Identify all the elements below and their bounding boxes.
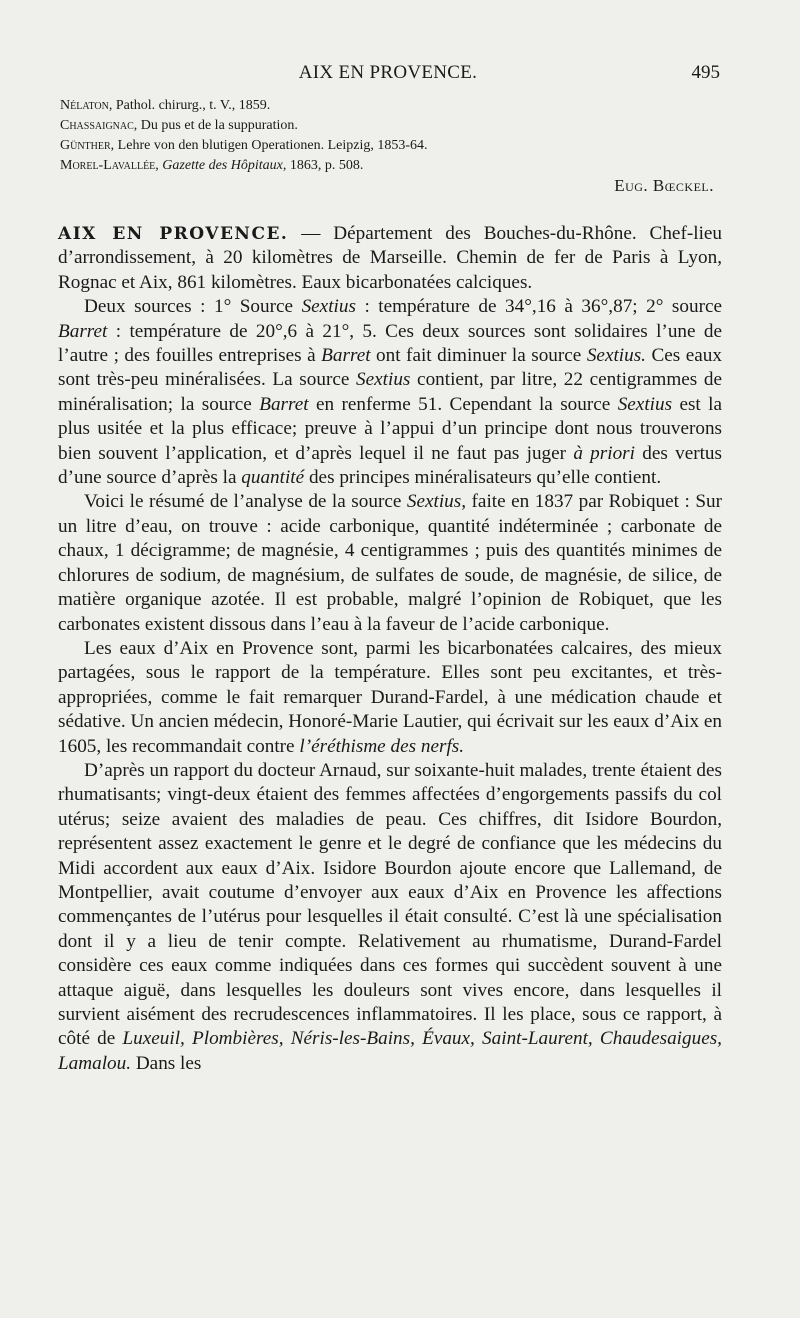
paragraph-text: ont fait diminuer la source	[370, 345, 587, 367]
italic-text: Sextius	[617, 393, 673, 415]
paragraph-text: des vertus d’une source d’après la	[58, 442, 722, 489]
italic-text: l’éréthisme des nerfs.	[299, 735, 465, 757]
paragraph-text: est la plus usitée et la plus efficace; preuve à l’appui d’un principe dont nous trouverons bien souvent l’application, et d’après lequel il ne faut pas juger	[58, 393, 722, 464]
italic-text: quantité	[241, 467, 305, 489]
italic-text: Barret	[58, 320, 108, 342]
reference-item	[60, 116, 720, 136]
article-headword: AIX EN PROVENCE.	[58, 224, 289, 244]
running-title: AIX EN PROVENCE.	[298, 62, 478, 83]
paragraph-text: — Département des Bouches-du-Rhône. Chef-lieu d’arrondissement, à 20 kilomètres de Marseille. Chemin de fer de Paris à Lyon, Rognac et Aix, 861 kilomètres. Eaux bicarbonatées calciques.	[58, 223, 723, 293]
article-paragraph	[58, 490, 722, 636]
italic-text: Barret	[259, 393, 309, 415]
paragraph-text: faite en 1837 par Robiquet : Sur un litre d’eau, on trouve : acide carbonique, quantité indéterminée ; carbonate de chaux, 1 décigramme; de magnésie, 4 centigrammes ; puis des quantités minimes de chlorures de sodium, de magnésium, de sulfates de soude, de magnésie, de silice, de matière organique azotée. Il est probable, malgré l’opinion de Robiquet, que les carbonates existent dissous dans l’eau à la faveur de l’acide carbonique.	[58, 491, 722, 635]
italic-text: Luxeuil, Plombières, Néris-les-Bains, Évaux, Saint-Laurent, Chaudesaigues, Lamalou.	[58, 1028, 722, 1074]
reference-item	[60, 96, 720, 116]
paragraph-text: Voici le résumé de l’analyse de la source	[84, 491, 407, 513]
paragraph-text: Ces eaux sont très-peu minéralisées. La source	[58, 345, 722, 391]
reference-text: , Du pus et de la suppuration.	[133, 118, 298, 133]
paragraph-text: des principes minéralisateurs qu’elle contient.	[304, 467, 662, 489]
author-signature: Eug. Bœckel.	[614, 176, 714, 195]
reference-text: ,	[155, 158, 163, 173]
article-paragraph	[58, 637, 722, 759]
article-body	[58, 222, 722, 1076]
reference-author: Chassaignac	[60, 118, 134, 133]
paragraph-text: Deux sources : 1° Source	[84, 296, 302, 318]
reference-author: Nélaton	[60, 98, 109, 113]
running-header	[56, 62, 720, 88]
italic-text: Sextius	[356, 369, 411, 391]
paragraph-text: D’après un rapport du docteur Arnaud, sur soixante-huit malades, trente étaient des rhumatisants; vingt-deux étaient des femmes affectées d’engorgements passifs du col utérus; seize avaient des maladies de peau. Ces chiffres, dit Isidore Bourdon, représentent assez exactement le genre et le degré de confiance que les médecins du Midi accordent aux eaux d’Aix. Isidore Bourdon ajoute encore que Lallemand, de Montpellier, avait coutume d’envoyer aux eaux d’Aix en Provence les affections commençantes de l’utérus pour lesquelles il était consulté. C’est là une spécialisation dont il y a lieu de tenir compte. Relativement au rhumatisme, Durand-Fardel considère ces eaux comme indiquées dans ces formes qui succèdent souvent à une attaque aiguë, dans lesquelles les douleurs sont vives encore, dans lesquelles il survient aisément des recrudescences inflammatoires. Il les place, sous ce rapport, à côté de	[58, 759, 722, 1050]
italic-text: Barret	[321, 345, 371, 367]
article-paragraph	[58, 759, 722, 1076]
reference-journal: Gazette des Hôpitaux	[162, 158, 283, 173]
reference-text: , Pathol. chirurg., t. V., 1859.	[108, 98, 271, 113]
article-paragraph	[58, 222, 722, 295]
italic-text: Sextius,	[406, 491, 467, 513]
reference-text: , Lehre von den blutigen Operationen. Leipzig, 1853-64.	[110, 138, 428, 153]
paragraph-text: Dans les	[131, 1052, 202, 1074]
reference-item	[60, 136, 720, 156]
paragraph-text: : température de 20°,6 à 21°, 5. Ces deux sources sont solidaires l’une de l’autre ; des fouilles entreprises à	[58, 320, 722, 367]
reference-author: Morel-Lavallée	[60, 158, 156, 173]
reference-author: Günther	[60, 138, 111, 153]
paragraph-text: Les eaux d’Aix en Provence sont, parmi les bicarbonatées calcaires, des mieux partagées, sous le rapport de la température. Elles sont peu excitantes, et très-appropriées, comme le fait remarquer Durand-Fardel, à une médication chaude et sédative. Un ancien médecin, Honoré-Marie Lautier, qui écrivait sur les eaux d’Aix en 1605, les recommandait contre	[58, 637, 722, 757]
paragraph-text: en renferme 51. Cependant la source	[308, 393, 618, 415]
reference-item	[60, 156, 720, 176]
reference-list	[60, 96, 720, 176]
article-paragraph	[58, 295, 722, 490]
paragraph-text: : température de 34°,16 à 36°,87; 2° source	[355, 296, 722, 318]
paragraph-text: contient, par litre, 22 centigrammes de minéralisation; la source	[58, 369, 723, 415]
italic-text: à priori	[573, 442, 635, 464]
italic-text: Sextius.	[586, 345, 646, 367]
italic-text: Sextius	[301, 296, 356, 318]
page-number: 495	[691, 62, 720, 83]
reference-text: , 1863, p. 508.	[282, 158, 364, 173]
